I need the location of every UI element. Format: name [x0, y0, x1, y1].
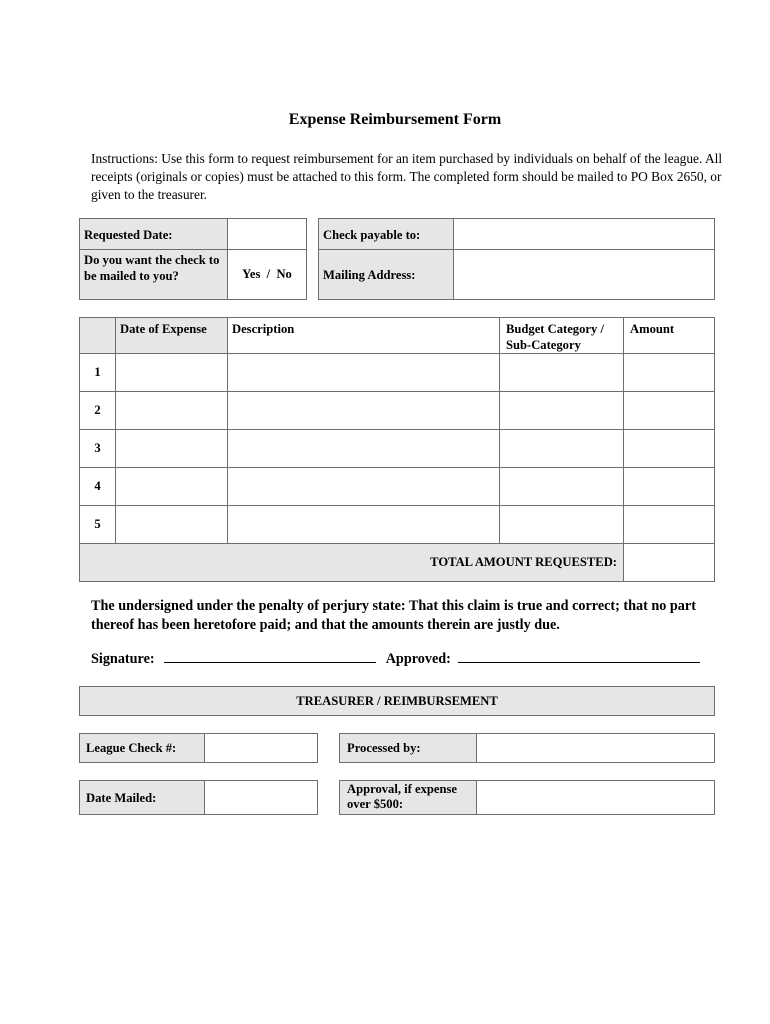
- approval-field[interactable]: [477, 781, 715, 815]
- signature-label: Signature:: [91, 651, 155, 667]
- date-field[interactable]: [116, 354, 228, 392]
- declaration-text: The undersigned under the penalty of perjury state: That this claim is true and correct; that no part thereof has been heretofore paid; and that the amounts therein are justly due.: [91, 598, 696, 633]
- table-row: [80, 430, 715, 468]
- table-row: [80, 506, 715, 544]
- approval-label: Approval, if expense over $500:: [347, 782, 457, 811]
- mail-options: Yes / No: [242, 267, 292, 281]
- header-amount: [624, 318, 715, 354]
- row-number: 2: [80, 392, 116, 430]
- mailing-address-field[interactable]: [454, 250, 715, 300]
- mailing-address-label-cell: [319, 250, 454, 300]
- treasurer-header-table: [79, 686, 715, 716]
- requested-date-label: Requested Date:: [84, 228, 173, 242]
- approval-table: [339, 780, 715, 815]
- league-check-label: League Check #:: [86, 741, 177, 755]
- mailing-address-label: Mailing Address:: [323, 267, 416, 282]
- check-payable-label-cell: [319, 219, 454, 250]
- budget-category-field[interactable]: [500, 430, 624, 468]
- date-field[interactable]: [116, 392, 228, 430]
- request-info-table: [79, 218, 307, 300]
- amount-field[interactable]: [624, 430, 715, 468]
- amount-field[interactable]: [624, 392, 715, 430]
- description-field[interactable]: [228, 392, 500, 430]
- table-row: [80, 392, 715, 430]
- requested-date-label-cell: [80, 219, 228, 250]
- header-date-label: Date of Expense: [120, 322, 207, 336]
- processed-by-label-cell: [340, 734, 477, 763]
- table-row: [80, 468, 715, 506]
- total-label: TOTAL AMOUNT REQUESTED:: [430, 555, 617, 569]
- league-check-field[interactable]: [205, 734, 318, 763]
- date-mailed-field[interactable]: [205, 781, 318, 815]
- header-budget-category: [500, 318, 624, 354]
- date-field[interactable]: [116, 430, 228, 468]
- payee-info-table: [318, 218, 715, 300]
- budget-category-field[interactable]: [500, 354, 624, 392]
- date-mailed-table: [79, 780, 318, 815]
- date-field[interactable]: [116, 468, 228, 506]
- processed-by-table: [339, 733, 715, 763]
- check-payable-field[interactable]: [454, 219, 715, 250]
- date-mailed-label: Date Mailed:: [86, 790, 157, 805]
- approved-field[interactable]: [458, 651, 700, 663]
- header-description-label: Description: [232, 322, 295, 336]
- league-check-label-cell: [80, 734, 205, 763]
- mail-question-label: Do you want the check to be mailed to you?: [84, 253, 220, 283]
- description-field[interactable]: [228, 430, 500, 468]
- table-row: [80, 354, 715, 392]
- processed-by-field[interactable]: [477, 734, 715, 763]
- total-amount-field[interactable]: [624, 544, 715, 582]
- signature-field[interactable]: [164, 651, 376, 663]
- mail-question-label-cell: [80, 250, 228, 300]
- row-number: 5: [80, 506, 116, 544]
- row-number: 4: [80, 468, 116, 506]
- treasurer-header: [80, 687, 715, 716]
- date-field[interactable]: [116, 506, 228, 544]
- mail-options-field[interactable]: [228, 250, 307, 300]
- league-check-table: [79, 733, 318, 763]
- approval-label-cell: [340, 781, 477, 815]
- approved-label: Approved:: [385, 651, 451, 667]
- expenses-table: [79, 317, 715, 582]
- date-mailed-label-cell: [80, 781, 205, 815]
- signature-line: [91, 651, 700, 668]
- header-amount-label: Amount: [630, 322, 675, 336]
- budget-category-field[interactable]: [500, 392, 624, 430]
- amount-field[interactable]: [624, 468, 715, 506]
- header-description: [228, 318, 500, 354]
- description-field[interactable]: [228, 468, 500, 506]
- row-number: 1: [80, 354, 116, 392]
- treasurer-header-label: TREASURER / REIMBURSEMENT: [296, 693, 498, 708]
- total-label-cell: [80, 544, 624, 582]
- requested-date-field[interactable]: [228, 219, 307, 250]
- form-title: Expense Reimbursement Form: [288, 111, 502, 128]
- processed-by-label: Processed by:: [347, 741, 421, 755]
- description-field[interactable]: [228, 354, 500, 392]
- header-number: [80, 318, 116, 354]
- instructions-text: Instructions: Use this form to request reimbursement for an item purchased by individuals on behalf of the league. All receipts (originals or copies) must be attached to this form. The completed form should be mailed to PO Box 2650, or given to the treasurer.: [91, 151, 723, 202]
- header-budget-label: Budget Category / Sub-Category: [506, 322, 604, 352]
- budget-category-field[interactable]: [500, 468, 624, 506]
- description-field[interactable]: [228, 506, 500, 544]
- amount-field[interactable]: [624, 506, 715, 544]
- budget-category-field[interactable]: [500, 506, 624, 544]
- header-date-of-expense: [116, 318, 228, 354]
- amount-field[interactable]: [624, 354, 715, 392]
- row-number: 3: [80, 430, 116, 468]
- check-payable-label: Check payable to:: [323, 228, 421, 242]
